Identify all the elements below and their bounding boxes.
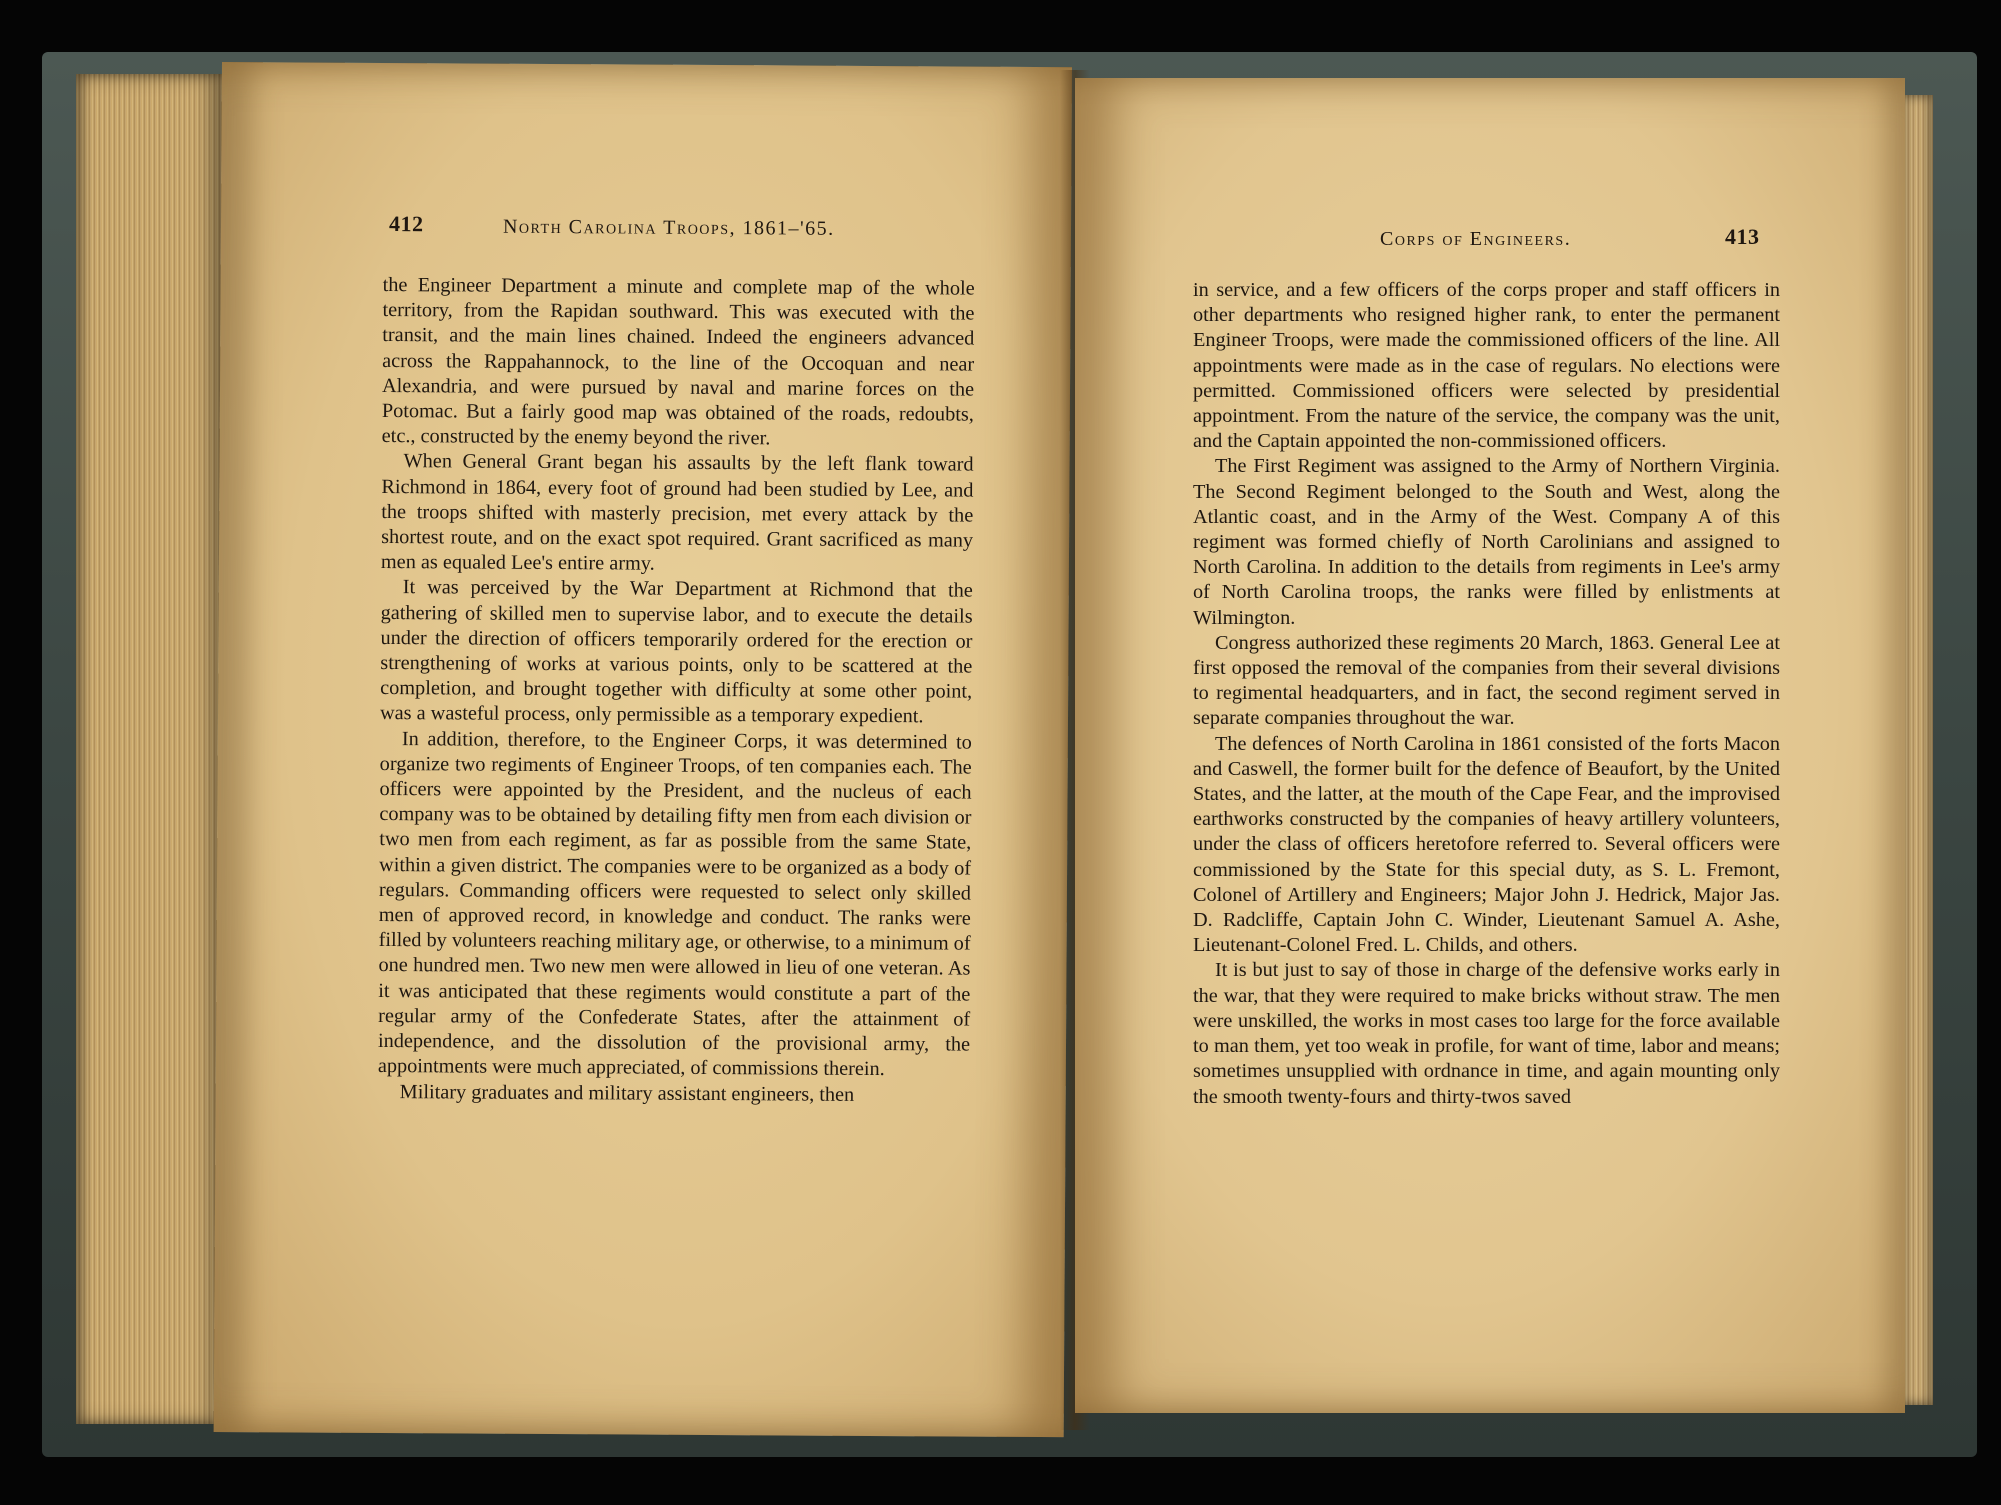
left-paragraph-3: It was perceived by the War Department at Richmond that the gathering of skilled men to supervise labor, and to execute the details under the direction of officers temporarily ordered for the erection or strengthening of works at various points, only to be scattered at the completion, and brought together with difficulty at some other point, was a wasteful process, only permissible as a temporary expedient.	[379, 576, 973, 728]
right-running-head: Corps of Engineers.	[1380, 228, 1572, 250]
right-page-body	[1193, 278, 1780, 1110]
left-page-edges	[76, 74, 226, 1424]
left-paragraph-5: Military graduates and military assistant engineers, then	[399, 1080, 855, 1106]
right-paragraph-4: The defences of North Carolina in 1861 consisted of the forts Macon and Caswell, the former built for the defence of Beaufort, by the United States, and the latter, at the mouth of the Cape Fear, and the improvised earthworks constructed by the companies of heavy artillery volunteers, under the class of officers heretofore referred to. Several officers were commissioned by the State for this special duty, as S. L. Fremont, Colonel of Artillery and Engineers; Major John J. Hedrick, Major Jas. D. Radcliffe, Captain John C. Winder, Lieutenant Samuel A. Ashe, Lieutenant-Colonel Fred. L. Childs, and others.	[1193, 732, 1780, 957]
left-page	[214, 62, 1072, 1437]
left-paragraph-2: When General Grant began his assaults by the left flank toward Richmond in 1864, every foot of ground had been studied by Lee, and the troops shifted with masterly precision, met every attack by the shortest route, and on the exact spot required. Grant sacrificed as many men as equaled Lee's entire army.	[380, 450, 974, 575]
right-page-number: 413	[1725, 224, 1760, 249]
left-page-body	[378, 273, 975, 1108]
right-paragraph-5: It is but just to say of those in charge of the defensive works early in the war, that they were required to make bricks without straw. The men were unskilled, the works in most cases too large for the force available to man them, yet too weak in profile, for want of time, labor and means; sometimes unsupplied with ordnance in time, and again mounting only the smooth twenty-fours and thirty-twos saved	[1193, 959, 1780, 1108]
right-paragraph-3: Congress authorized these regiments 20 March, 1863. General Lee at first opposed the removal of the companies from their several divisions to regimental headquarters, and in fact, the second regiment served in separate companies throughout the war.	[1193, 631, 1780, 730]
right-page	[1075, 78, 1905, 1413]
right-paragraph-2: The First Regiment was assigned to the Army of Northern Virginia. The Second Regiment belonged to the South and West, along the Atlantic coast, and in the Army of the West. Company A of this regiment was formed chiefly of North Carolinians and assigned to North Carolina. In addition to the details from regiments in Lee's army of North Carolina troops, the ranks were filled by enlistments at Wilmington.	[1193, 455, 1780, 629]
left-paragraph-1: the Engineer Department a minute and complete map of the whole territory, from the Rapidan southward. This was executed with the transit, and the main lines chained. Indeed the engineers advanced across the Rappahannock, to the line of the Occoquan and near Alexandria, and were pursued by naval and marine forces on the Potomac. But a fairly good map was obtained of the roads, redoubts, etc., constructed by the enemy beyond the river.	[381, 273, 975, 450]
left-running-head: North Carolina Troops, 1861–'65.	[502, 215, 835, 240]
left-page-number: 412	[388, 211, 424, 237]
left-paragraph-4: In addition, therefore, to the Engineer Corps, it was determined to organize two regiments of Engineer Troops, of ten companies each. The officers were appointed by the President, and the nucleus of each company was to be obtained by detailing fifty men from each division or two men from each regiment, as far as possible from the same State, within a given district. The companies were to be organized as a body of regulars. Commanding officers were requested to select only skilled men of approved record, in knowledge and conduct. The ranks were filled by volunteers reaching military age, or otherwise, to a minimum of one hundred men. Two new men were allowed in lieu of one veteran. As it was anticipated that these regiments would constitute a part of the regular army of the Confederate States, after the attainment of independence, and the dissolution of the provisional army, the appointments were much appreciated, of commissions therein.	[377, 727, 972, 1081]
right-paragraph-1: in service, and a few officers of the corps proper and staff officers in other departments who resigned higher rank, to enter the permanent Engineer Troops, were made the commissioned officers of the line. All appointments were made as in the case of regulars. No elections were permitted. Commissioned officers were selected by presidential appointment. From the nature of the service, the company was the unit, and the Captain appointed the non-commissioned officers.	[1193, 279, 1780, 453]
